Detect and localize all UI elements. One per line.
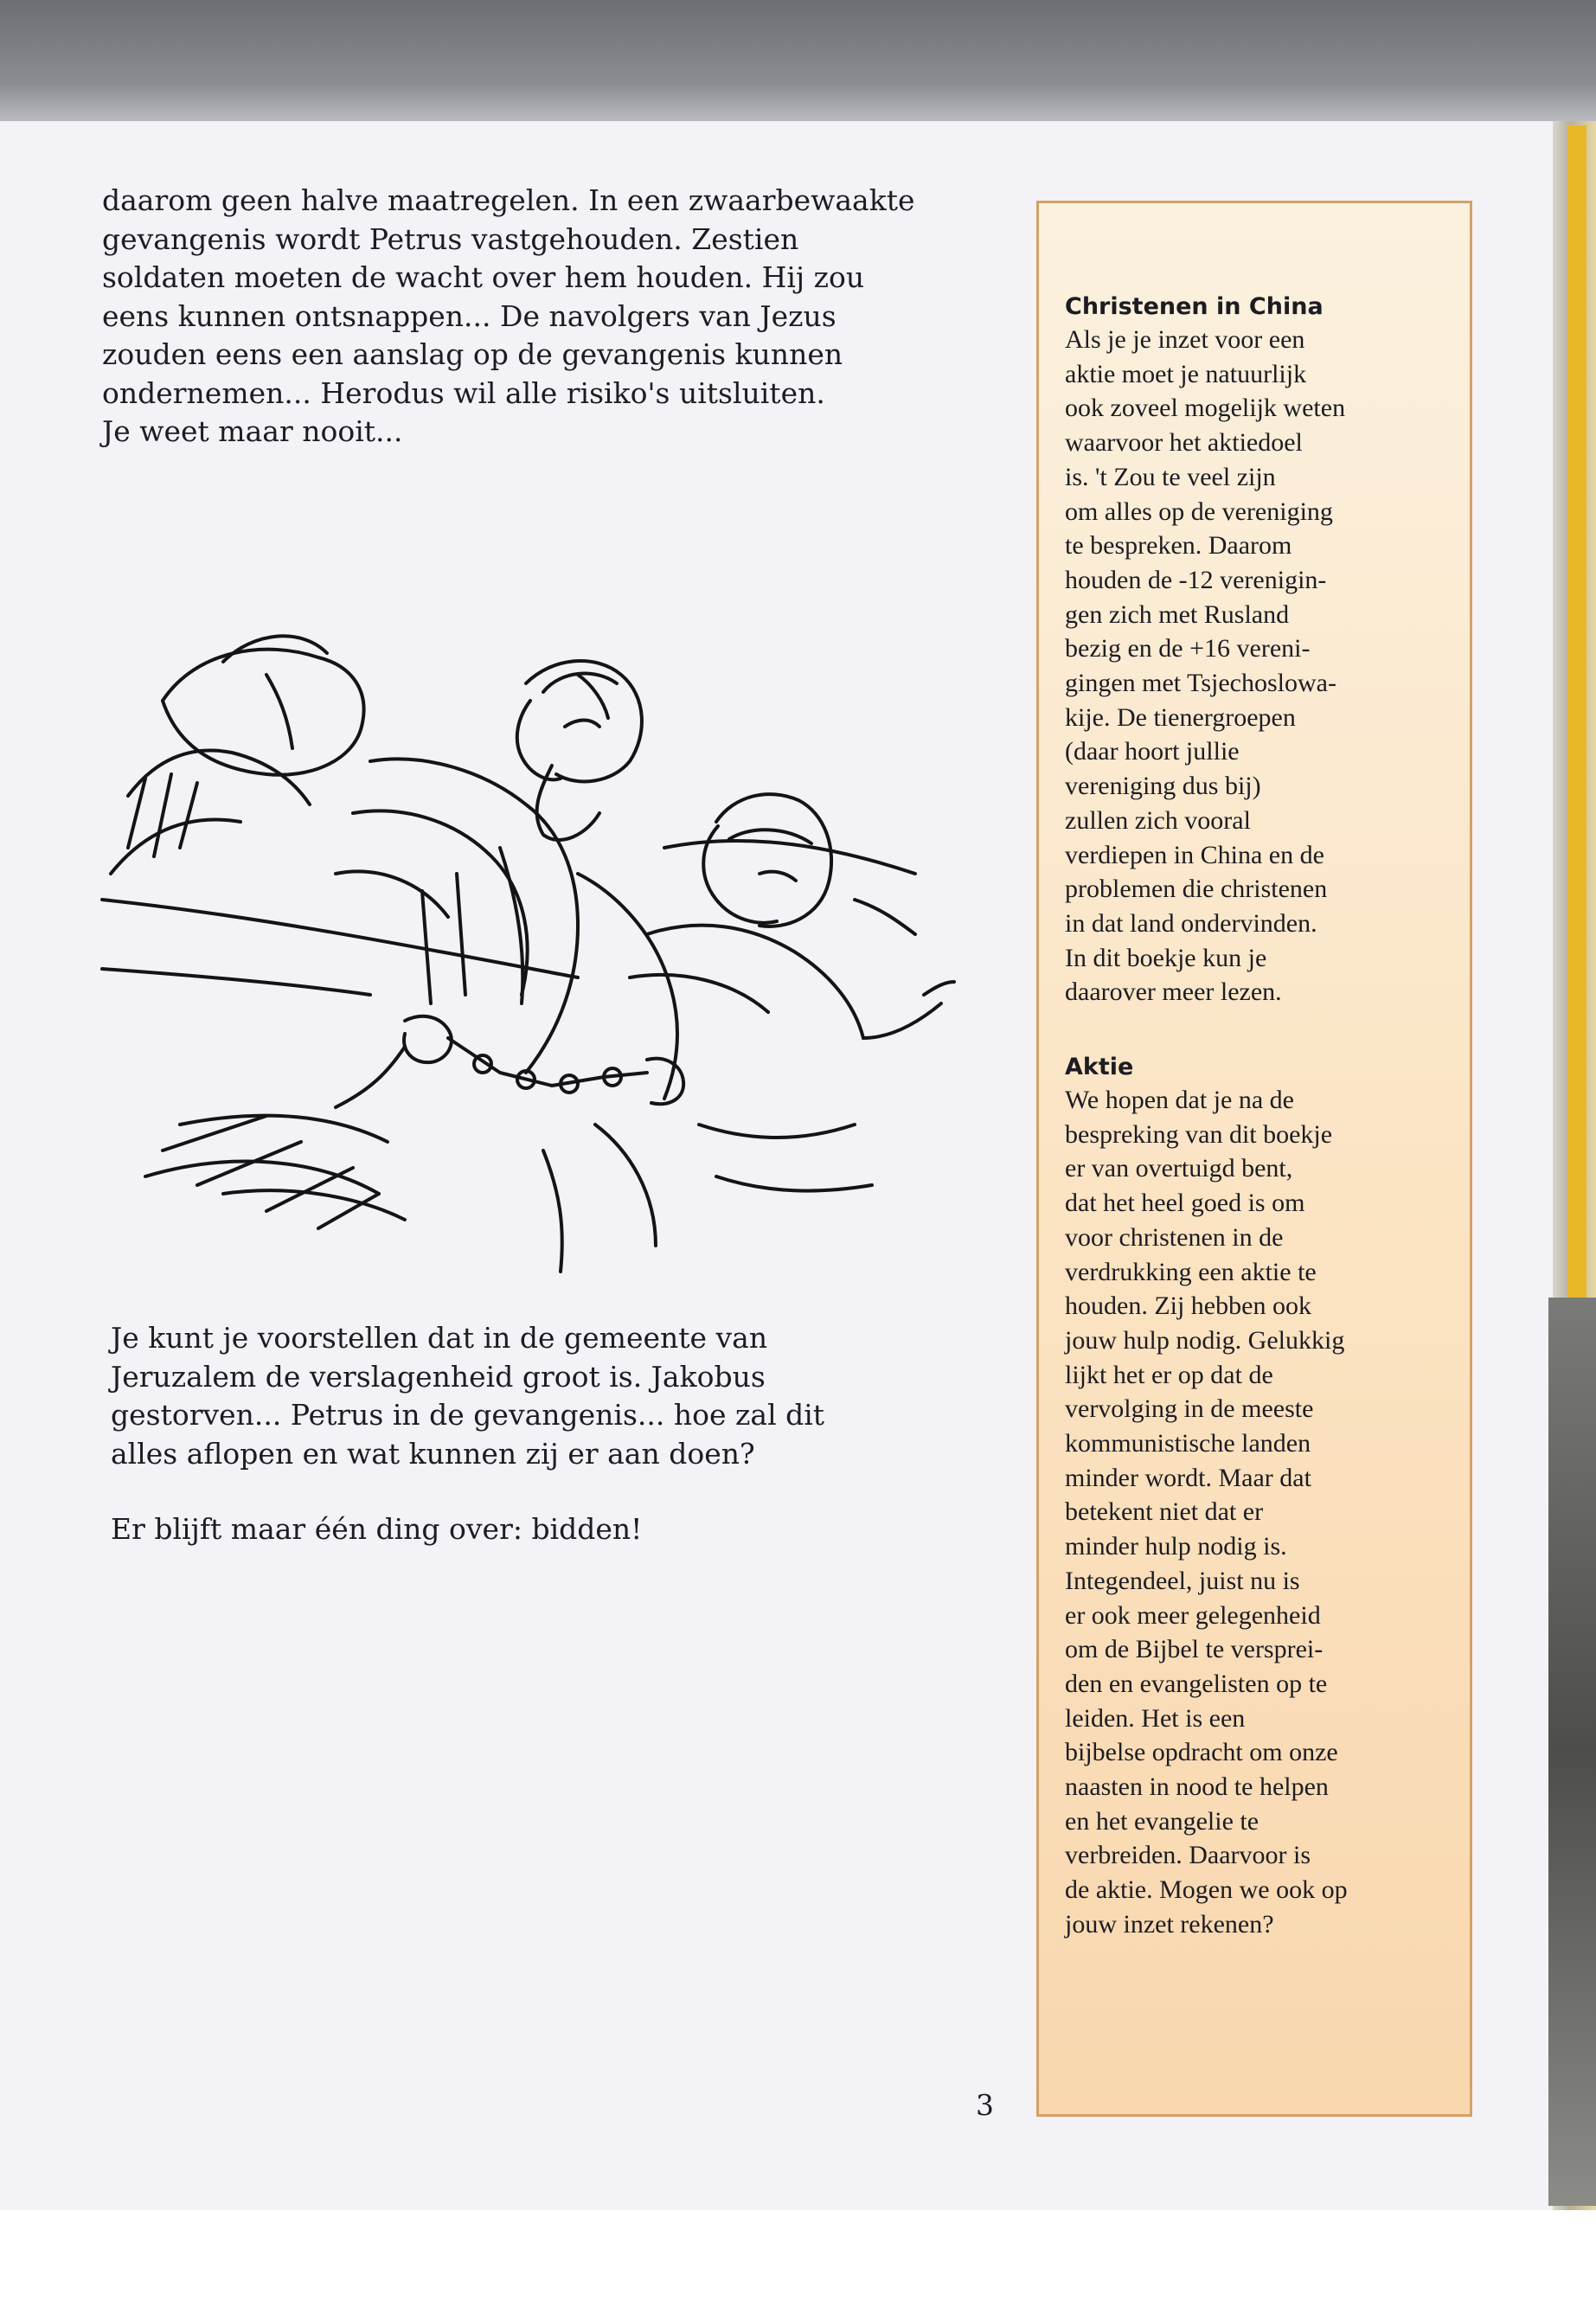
sidebar-heading-aktie: Aktie — [1065, 1054, 1134, 1080]
text-line: eens kunnen ontsnappen... De navolgers van Jezus — [102, 298, 836, 333]
illustration-peter-in-prison — [93, 588, 958, 1280]
text-line: er van overtuigd bent, — [1065, 1154, 1293, 1183]
sidebar-box — [1036, 201, 1472, 2117]
sidebar-paragraph-aktie — [1065, 1083, 1463, 1942]
text-line: gestorven... Petrus in de gevangenis... hoe zal dit — [111, 1398, 825, 1432]
prayer-line — [111, 1510, 958, 1549]
text-line: lijkt het er op dat de — [1065, 1360, 1273, 1389]
text-line: in dat land ondervinden. — [1065, 908, 1317, 938]
text-line: verbreiden. Daarvoor is — [1065, 1841, 1311, 1870]
text-line: Jeruzalem de verslagenheid groot is. Jakobus — [111, 1359, 766, 1394]
text-line: waarvoor het aktiedoel — [1065, 428, 1303, 458]
text-line: leiden. Het is een — [1065, 1703, 1246, 1733]
text-line: verdrukking een aktie te — [1065, 1257, 1317, 1286]
page-number: 3 — [976, 2088, 994, 2122]
intro-paragraph — [102, 182, 976, 452]
text-line: Je kunt je voorstellen dat in de gemeente van — [111, 1321, 768, 1355]
text-line: Er blijft maar één ding over: bidden! — [111, 1512, 643, 1546]
text-line: bijbelse opdracht om onze — [1065, 1738, 1338, 1767]
text-line: gingen met Tsjechoslowa- — [1065, 669, 1336, 698]
text-line: jouw inzet rekenen? — [1065, 1909, 1274, 1939]
text-line: houden de -12 verenigin- — [1065, 565, 1327, 594]
text-line: problemen die christenen — [1065, 875, 1328, 904]
text-line: soldaten moeten de wacht over hem houden. Hij zou — [102, 260, 865, 294]
sidebar-paragraph-china — [1065, 323, 1463, 1009]
text-line: zullen zich vooral — [1065, 805, 1251, 835]
text-line: vervolging in de meeste — [1065, 1394, 1314, 1424]
text-line: kije. De tienergroepen — [1065, 702, 1296, 732]
text-line: In dit boekje kun je — [1065, 943, 1267, 972]
scanner-border-bottom — [0, 2210, 1596, 2301]
text-line: dat het heel goed is om — [1065, 1189, 1305, 1218]
text-line: daarom geen halve maatregelen. In een zwaarbewaakte — [102, 183, 915, 217]
text-line: ondernemen... Herodus wil alle risiko's uitsluiten. — [102, 375, 825, 410]
text-line: Integendeel, juist nu is — [1065, 1566, 1300, 1595]
next-page-edge — [1548, 1298, 1596, 2206]
text-line: bezig en de +16 vereni- — [1065, 634, 1311, 663]
text-line: kommunistische landen — [1065, 1429, 1311, 1458]
sidebar-heading-china: Christenen in China — [1065, 293, 1324, 320]
text-line: alles aflopen en wat kunnen zij er aan doen? — [111, 1436, 755, 1471]
text-line: zouden eens een aanslag op de gevangenis kunnen — [102, 337, 843, 371]
text-line: daarover meer lezen. — [1065, 977, 1282, 1007]
text-line: ook zoveel mogelijk weten — [1065, 394, 1346, 423]
text-line: betekent niet dat er — [1065, 1497, 1264, 1527]
text-line: gevangenis wordt Petrus vastgehouden. Zestien — [102, 221, 799, 256]
text-line: gen zich met Rusland — [1065, 599, 1290, 629]
text-line: en het evangelie te — [1065, 1806, 1259, 1836]
text-line: de aktie. Mogen we ook op — [1065, 1875, 1348, 1905]
text-line: is. 't Zou te veel zijn — [1065, 462, 1276, 491]
scanner-border-top — [0, 0, 1596, 121]
text-line: te bespreken. Daarom — [1065, 531, 1292, 561]
text-line: minder wordt. Maar dat — [1065, 1463, 1311, 1492]
text-line: We hopen dat je na de — [1065, 1086, 1294, 1114]
text-line: Als je je inzet voor een — [1065, 325, 1305, 354]
text-line: minder hulp nodig is. — [1065, 1532, 1287, 1561]
text-line: bespreking van dit boekje — [1065, 1119, 1333, 1149]
text-line: om alles op de vereniging — [1065, 497, 1333, 526]
text-line: Je weet maar nooit... — [102, 414, 403, 448]
text-line: voor christenen in de — [1065, 1222, 1284, 1252]
text-line: (daar hoort jullie — [1065, 737, 1240, 766]
text-line: den en evangelisten op te — [1065, 1669, 1328, 1698]
text-line: om de Bijbel te versprei- — [1065, 1635, 1324, 1664]
text-line: jouw hulp nodig. Gelukkig — [1065, 1325, 1345, 1355]
text-line: aktie moet je natuurlijk — [1065, 359, 1307, 388]
text-line: er ook meer gelegenheid — [1065, 1600, 1321, 1630]
text-line: naasten in nood te helpen — [1065, 1772, 1329, 1802]
text-line: houden. Zij hebben ook — [1065, 1292, 1311, 1321]
text-line: vereniging dus bij) — [1065, 772, 1261, 801]
text-line: verdiepen in China en de — [1065, 840, 1324, 869]
after-illustration-paragraph — [111, 1319, 958, 1473]
